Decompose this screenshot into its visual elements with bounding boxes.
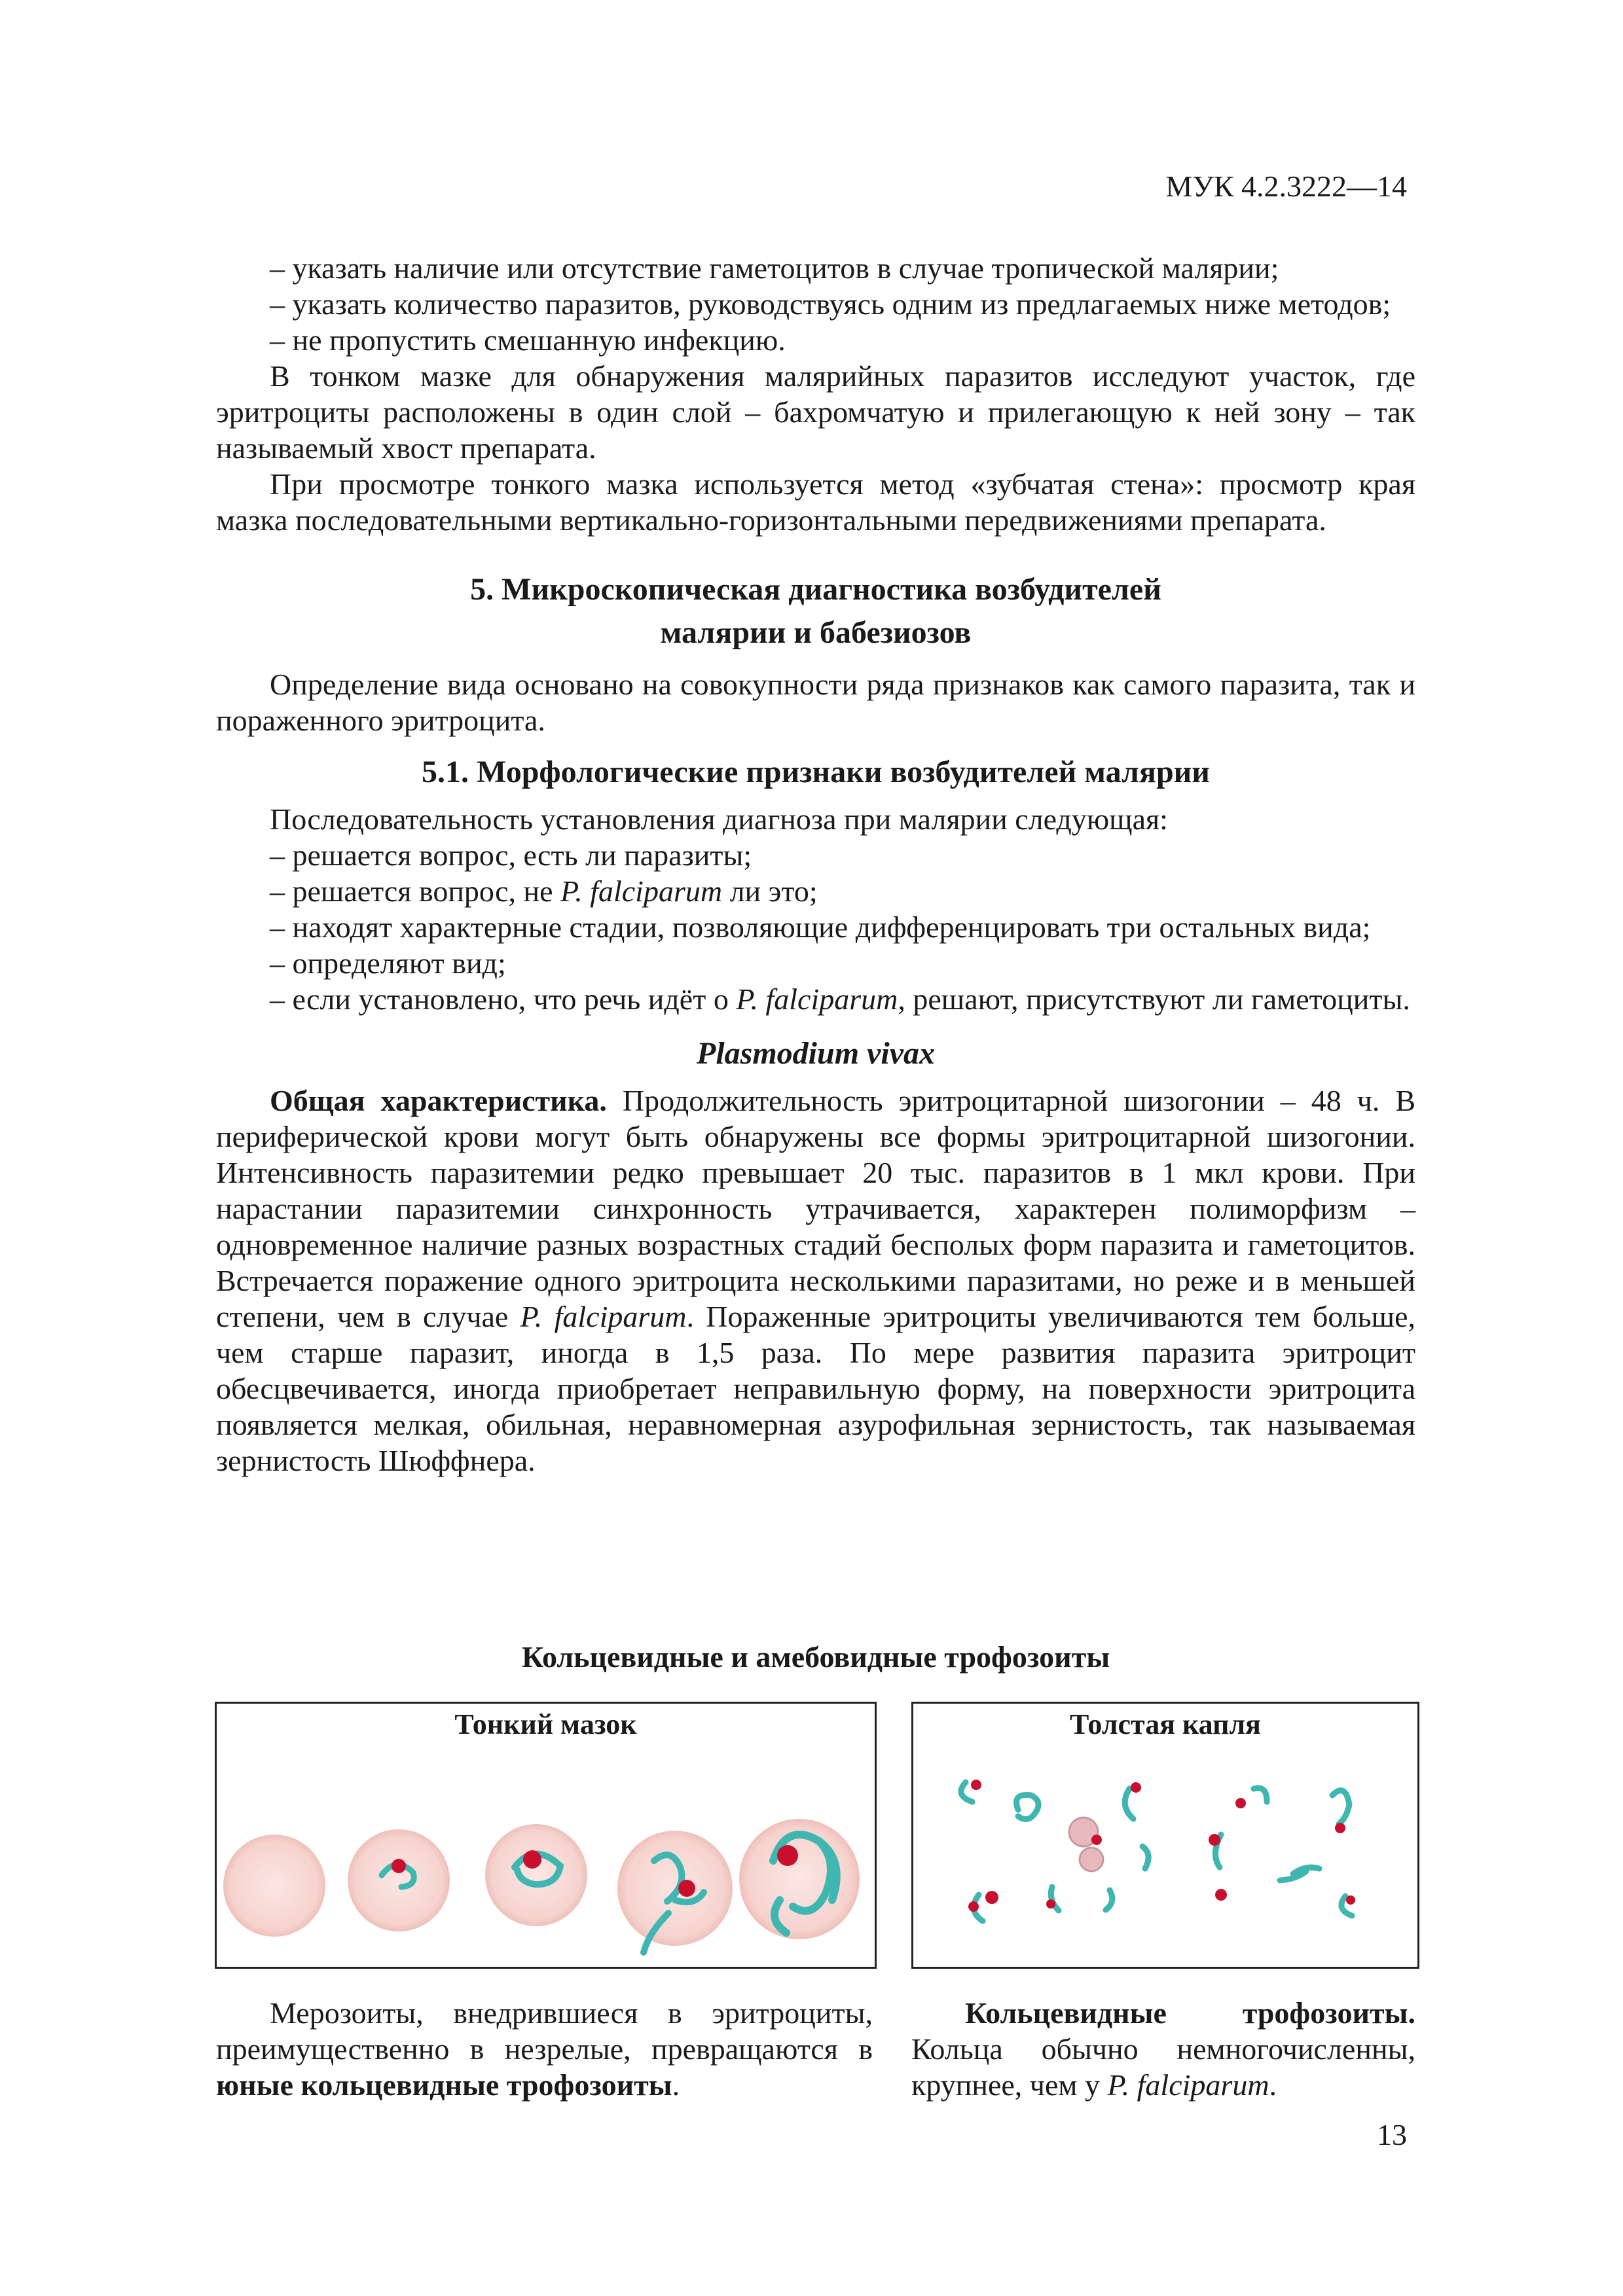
vivax-lead: Общая характеристика. <box>270 1084 607 1117</box>
species-name: P. falciparum <box>736 982 898 1016</box>
thick-drop-illustration <box>913 1704 1417 1967</box>
section-5-title-line2: малярии и бабезиозов <box>660 615 972 650</box>
paragraph: – указать наличие или отсутствие гаметоцитов в случае тропической малярии; <box>270 251 1279 285</box>
section-5-heading <box>216 568 1415 655</box>
bottom-left-paragraph: Мерозоиты, внедрившиеся в эритроциты, преимущественно в незрелые, превращаются в юные кольцевидные трофозоиты. <box>216 1996 873 2102</box>
figure-thick-drop-title: Толстая капля <box>1070 1708 1261 1740</box>
species-name: P. falciparum <box>1107 2068 1269 2102</box>
list-item: – решается вопрос, есть ли паразиты; <box>270 838 752 872</box>
thin-smear-illustration <box>217 1704 875 1967</box>
figure-thin-smear <box>215 1702 877 1969</box>
figure-thick-drop <box>911 1702 1419 1969</box>
list-item: – решается вопрос, не P. falciparum ли это; <box>270 874 818 908</box>
section-5-intro: Определение вида основано на совокупности ряда признаков как самого паразита, так и пораженного эритроцита. <box>216 668 1415 737</box>
list-item: – находят характерные стадии, позволяющие дифференцировать три остальных вида; <box>270 910 1371 944</box>
bottom-right-paragraph: Кольцевидные трофозоиты. Кольца обычно немногочисленны, крупнее, чем у P. falciparum. <box>911 1996 1415 2102</box>
section-5-title-line1: 5. Микроскопическая диагностика возбудителей <box>470 572 1161 607</box>
term-bold: юные кольцевидные трофозоиты <box>216 2068 672 2102</box>
section-5-1-intro: Последовательность установления диагноза при малярии следующая: <box>270 802 1168 836</box>
paragraph: – указать количество паразитов, руководствуясь одним из предлагаемых ниже методов; <box>270 287 1391 321</box>
section-5-1-heading: 5.1. Морфологические признаки возбудителей малярии <box>422 755 1210 789</box>
vivax-description: Общая характеристика. Продолжительность эритроцитарной шизогонии – 48 ч. В периферической крови могут быть обнаружены все формы эритроцитарной шизогонии. Интенсивность паразитемии редко превышает 20 тыс. паразитов в 1 мкл крови. При нарастании паразитемии синхронность утрачивается, характерен полиморфизм – одновременное наличие разных возрастных стадий бесполых форм паразита и гаметоцитов. Встречается поражение одного эритроцита несколькими паразитами, но реже и в меньшей степени, чем в случае P. falciparum. Пораженные эритроциты увеличиваются тем больше, чем старше паразит, иногда в 1,5 раза. По мере развития паразита эритроцит обесцвечивается, иногда приобретает неправильную форму, на поверхности эритроцита появляется мелкая, обильная, неравномерная азурофильная зернистость, так называемая зернистость Шюффнера. <box>216 1084 1416 1477</box>
species-name: P. falciparum <box>560 874 723 908</box>
list-item: – определяют вид; <box>270 946 506 980</box>
paragraph: В тонком мазке для обнаружения малярийных паразитов исследуют участок, где эритроциты расположены в один слой – бахромчатую и прилегающую к ней зону – так называемый хвост препарата. <box>216 359 1415 465</box>
vivax-heading: Plasmodium vivax <box>697 1036 935 1071</box>
paragraph: – не пропустить смешанную инфекцию. <box>270 323 786 357</box>
term-bold: Кольцевидные трофозоиты. <box>965 1996 1415 2030</box>
main-text <box>216 250 1415 1479</box>
figure-caption: Кольцевидные и амебовидные трофозоиты <box>521 1640 1110 1674</box>
figure-thin-smear-title: Тонкий мазок <box>454 1708 637 1740</box>
list-item: – если установлено, что речь идёт о P. falciparum, решают, присутствуют ли гаметоциты. <box>270 982 1410 1016</box>
page-number: 13 <box>1377 2118 1407 2151</box>
paragraph: При просмотре тонкого мазка используется метод «зубчатая стена»: просмотр края мазка последовательными вертикально-горизонтальными передвижениями препарата. <box>216 467 1415 537</box>
species-name: P. falciparum <box>520 1300 687 1333</box>
document-code: МУК 4.2.3222—14 <box>1165 170 1407 203</box>
